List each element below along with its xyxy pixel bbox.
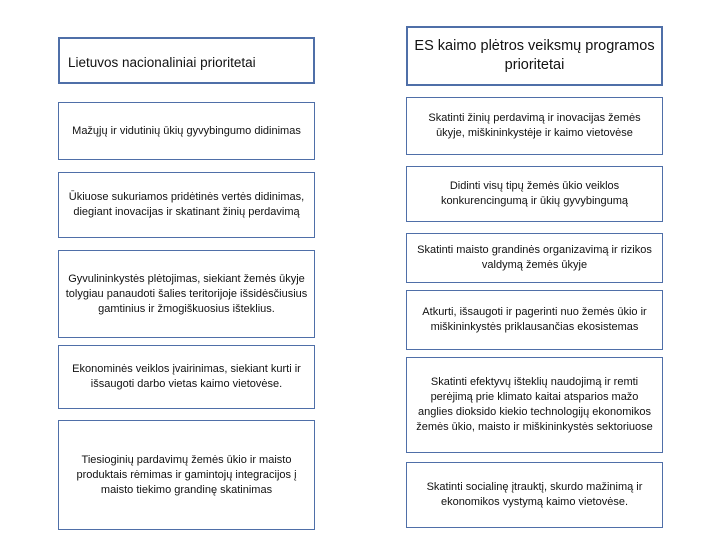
right-item-2-text: Didinti visų tipų žemės ūkio veiklos konkurencingumą ir ūkių gyvybingumą (440, 180, 629, 207)
right-column-header-text: ES kaimo plėtros veiksmų programos prioritetai (414, 38, 655, 73)
right-item-4-text: Atkurti, išsaugoti ir pagerinti nuo žemės ūkio ir miškininkystės priklausančias ekosistemas (422, 306, 647, 333)
right-item-1 (406, 97, 663, 155)
right-item-4 (406, 290, 663, 350)
left-item-2-text: Ūkiuose sukuriamos pridėtinės vertės didinimas, diegiant inovacijas ir skatinant žinių perdavimą (68, 191, 305, 218)
right-item-5 (406, 357, 663, 453)
left-item-4-text: Ekonominės veiklos įvairinimas, siekiant kurti ir išsaugoti darbo vietas kaimo vietovėse. (72, 363, 301, 390)
right-item-6-text: Skatinti socialinę įtrauktį, skurdo mažinimą ir ekonomikos vystymą kaimo vietovėse. (426, 481, 643, 508)
left-item-4 (58, 345, 315, 409)
right-item-2 (406, 166, 663, 222)
right-item-6 (406, 462, 663, 528)
left-item-3 (58, 250, 315, 338)
left-item-3-text: Gyvulininkystės plėtojimas, siekiant žemės ūkyje tolygiau panaudoti šalies teritorijoje išsidėsčiusius gamtinius ir žmogiškuosius išteklius. (65, 272, 308, 315)
left-item-5-text: Tiesioginių pardavimų žemės ūkio ir maisto produktais rėmimas ir gamintojų integracijos į maisto tiekimo grandinę skatinimas (76, 453, 297, 496)
left-column-header-text: Lietuvos nacionaliniai prioritetai (68, 55, 256, 70)
left-item-2 (58, 172, 315, 238)
right-item-5-text: Skatinti efektyvų išteklių naudojimą ir remti perėjimą prie klimato kaitai atsparios mažo anglies dioksido kiekio technologijų ekonomikos žemės ūkio, maisto ir miškininkystės sektoriuose (416, 376, 653, 433)
right-column-header (406, 26, 663, 86)
right-item-3-text: Skatinti maisto grandinės organizavimą ir rizikos valdymą žemės ūkyje (417, 244, 652, 271)
right-item-1-text: Skatinti žinių perdavimą ir inovacijas žemės ūkyje, miškininkystėje ir kaimo vietovėse (428, 112, 641, 139)
right-item-3 (406, 233, 663, 283)
left-item-5 (58, 420, 315, 530)
left-column-header (58, 37, 315, 84)
left-item-1-text: Mažųjų ir vidutinių ūkių gyvybingumo didinimas (72, 124, 301, 137)
left-item-1 (58, 102, 315, 160)
